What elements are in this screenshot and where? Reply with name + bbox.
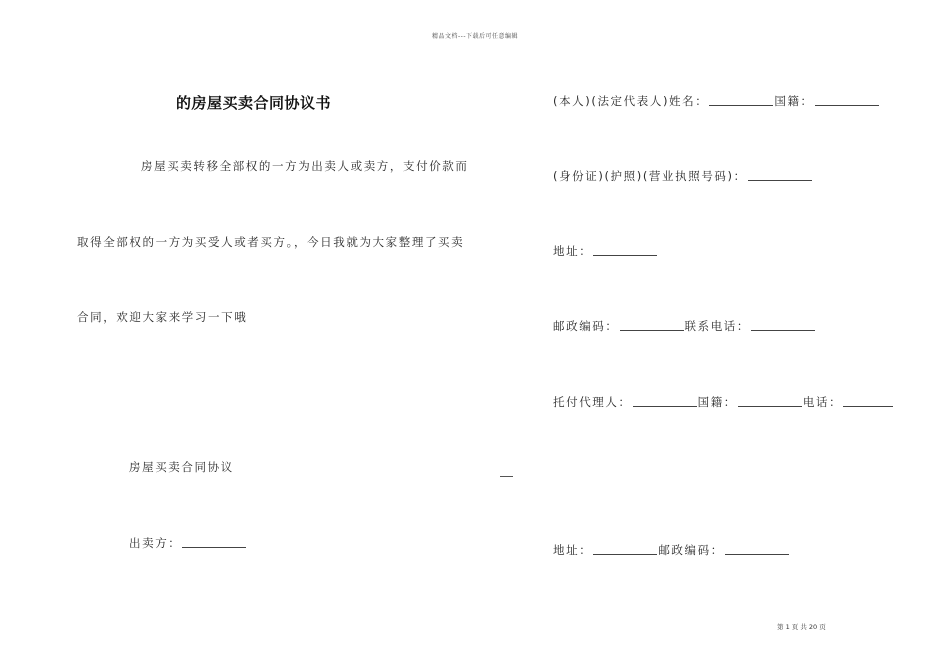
intro-line-2: 取得全部权的一方为买受人或者买方。，今日我就为大家整理了买卖 <box>77 235 465 249</box>
agent-address-postcode-row <box>553 542 790 558</box>
page-number: 第 1 页 共 20 页 <box>777 623 826 631</box>
party-name-label: (本人)(法定代表人)姓名： <box>553 94 709 108</box>
agent-nationality-blank-line <box>738 405 802 407</box>
nationality-label: 国籍： <box>774 94 814 108</box>
party-name-nationality-row <box>553 93 880 109</box>
agent-address-blank-line <box>593 553 657 555</box>
seller-field <box>129 535 247 551</box>
agent-postcode-blank-line <box>725 553 789 555</box>
seller-blank-line <box>182 546 246 548</box>
seller-label: 出卖方： <box>129 536 182 550</box>
agent-nationality-label: 国籍： <box>697 395 737 409</box>
id-number-label: (身份证)(护照)(营业执照号码)： <box>553 169 747 183</box>
postcode-phone-row <box>553 318 816 334</box>
address-blank-line <box>593 254 657 256</box>
id-number-blank-line <box>748 179 812 181</box>
document-title: 的房屋买卖合同协议书 <box>176 94 332 112</box>
agent-blank-line <box>633 405 697 407</box>
agent-postcode-label: 邮政编码： <box>658 543 724 557</box>
party-name-blank-line <box>709 104 773 106</box>
id-number-row <box>553 168 813 184</box>
phone-label: 联系电话： <box>684 319 750 333</box>
agent-label: 托付代理人： <box>553 395 632 409</box>
agent-address-label: 地址： <box>553 543 593 557</box>
address-label: 地址： <box>553 244 593 258</box>
nationality-blank-line <box>815 104 879 106</box>
agent-phone-blank-line <box>843 405 893 407</box>
header-note: 精品文档---下载后可任意编辑 <box>432 33 518 40</box>
address-row <box>553 243 658 259</box>
agent-row <box>553 394 894 410</box>
agent-phone-label: 电话： <box>802 395 843 409</box>
intro-line-3: 合同，欢迎大家来学习一下哦 <box>77 310 248 324</box>
agreement-subheading: 房屋买卖合同协议 <box>129 460 234 474</box>
page-dash-divider <box>500 475 513 477</box>
postcode-blank-line <box>620 329 684 331</box>
postcode-label: 邮政编码： <box>553 319 619 333</box>
phone-blank-line <box>751 329 815 331</box>
intro-line-1: 房屋买卖转移全部权的一方为出卖人或卖方，支付价款而 <box>141 159 469 173</box>
